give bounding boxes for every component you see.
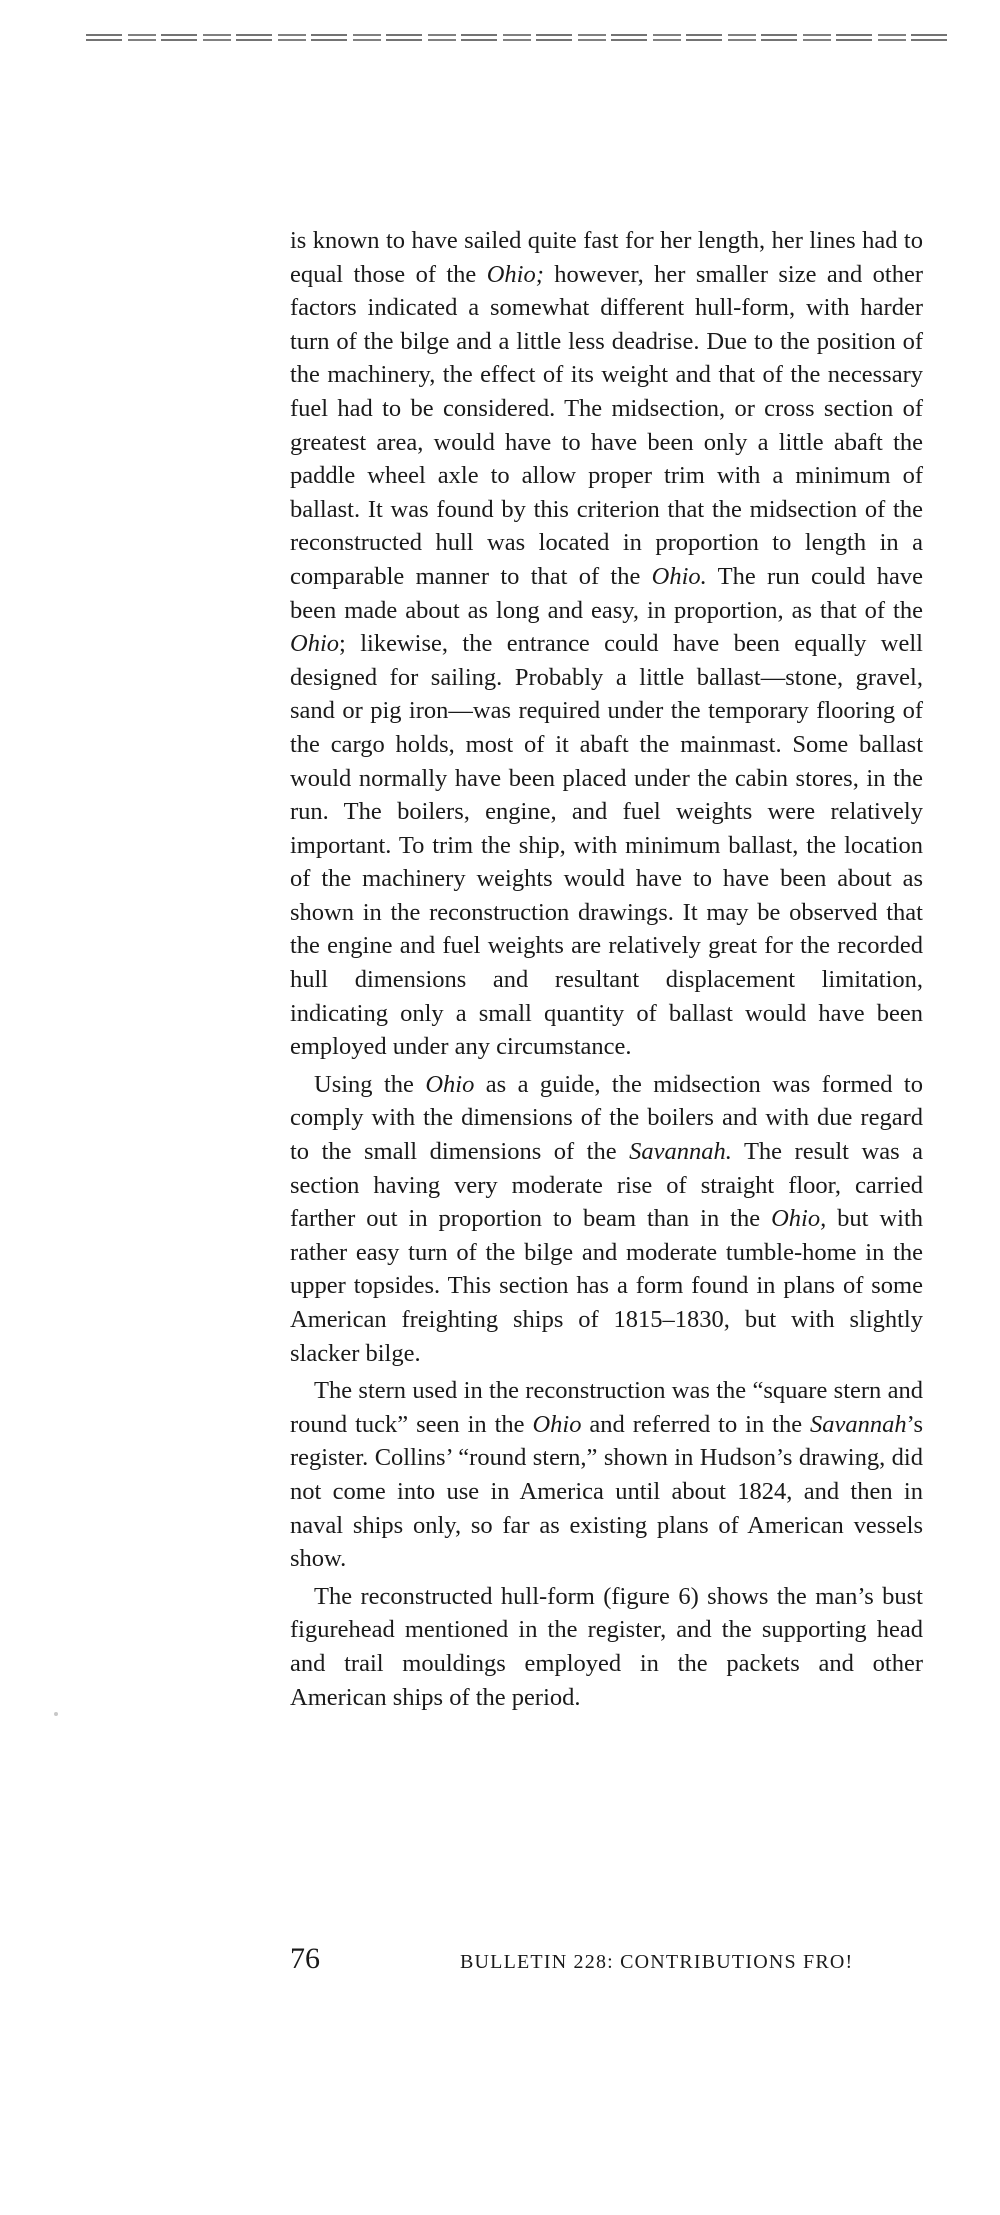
italic-text-run: Ohio. (651, 562, 707, 590)
text-run: ’s register. Collins’ “round stern,” shown in Hudson’s drawing, did not come into use in America until about 1824, and then in naval ships only, so far as existing plans of American vessels show. (290, 1410, 923, 1573)
text-run: as a guide, the midsection was formed to comply with the dimensions of the boilers and with due regard to the small dimensions of the (290, 1070, 923, 1166)
text-run: Using the (314, 1070, 426, 1098)
page-footer (290, 1941, 950, 1981)
text-run: is known to have sailed quite fast for her length, her lines had to equal those of the (290, 227, 923, 288)
margin-speck (54, 1712, 58, 1716)
body-paragraph (290, 1374, 923, 1576)
running-head: BULLETIN 228: CONTRIBUTIONS FRO! (460, 1951, 854, 1973)
italic-text-run: Savannah (810, 1410, 907, 1438)
text-run: The reconstructed hull-form (figure 6) shows the man’s bust figurehead mentioned in the register, and the supporting head and trail mouldings employed in the packets and other American ships of the period. (290, 1582, 923, 1711)
text-run: The result was a section having very moderate rise of straight floor, carried farther out in proportion to beam than in the (290, 1138, 923, 1233)
text-run: and referred to in the (581, 1410, 811, 1438)
text-run: The stern used in the reconstruction was the “square stern and round tuck” seen in the (290, 1377, 923, 1438)
body-paragraph (290, 1580, 923, 1714)
text-run: however, her smaller size and other factors indicated a somewhat different hull-form, with harder turn of the bilge and a little less deadrise. Due to the position of the machinery, the effect of its weight and that of the necessary fuel had to be considered. The midsection, or cross section of greatest area, would have to have been only a little abaft the paddle wheel axle to allow proper trim with a minimum of ballast. It was found by this criterion that the midsection of the reconstructed hull was located in proportion to length in a comparable manner to that of the (290, 260, 923, 590)
body-paragraph (290, 224, 923, 1064)
body-paragraph (290, 1068, 923, 1370)
page-number: 76 (290, 1942, 320, 1975)
text-run: ; likewise, the entrance could have been equally well designed for sailing. Probably a little ballast—stone, gravel, sand or pig iron—was required under the temporary flooring of the cargo holds, most of it abaft the mainmast. Some ballast would normally have been placed under the cabin stores, in the run. The boilers, engine, and fuel weights were relatively important. To trim the ship, with minimum ballast, the location of the machinery weights would have to have been about as shown in the reconstruction drawings. It may be observed that the engine and fuel weights are relatively great for the recorded hull dimensions and resultant displacement limitation, indicating only a small quantity of ballast would have been employed under any circumstance. (290, 630, 923, 1061)
italic-text-run: Ohio; (486, 260, 544, 288)
italic-text-run: Savannah. (629, 1138, 732, 1166)
body-text-column (290, 224, 923, 1714)
text-run: but with rather easy turn of the bilge and moderate tumble-home in the upper topsides. This section has a form found in plans of some American freighting ships of 1815–1830, but with slightly slacker bilge. (290, 1205, 924, 1367)
top-decorative-rule (86, 34, 951, 42)
italic-text-run: Ohio (290, 630, 339, 658)
italic-text-run: Ohio (425, 1070, 475, 1098)
italic-text-run: Ohio (532, 1410, 582, 1438)
italic-text-run: Ohio, (771, 1205, 827, 1233)
text-run: The run could have been made about as long and easy, in proportion, as that of the (290, 562, 923, 624)
